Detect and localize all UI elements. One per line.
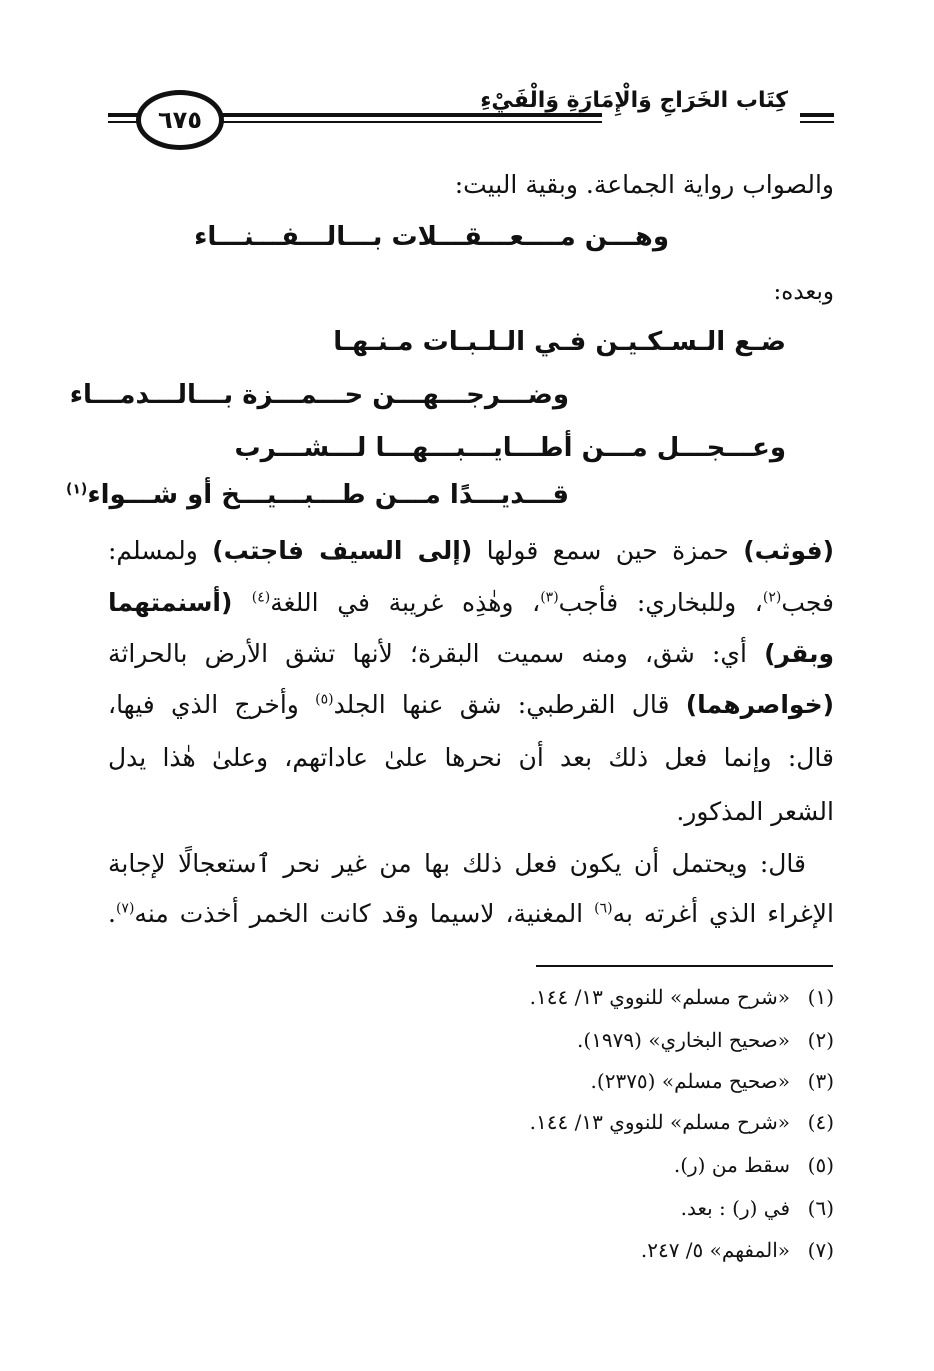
footnote-ref-4: (٤)	[251, 589, 271, 606]
verse-line-1: وهـــن مــــعـــقـــلات بـــالـــفـــنـــاء	[194, 222, 669, 252]
paragraph-line-3: وبقر) أي: شق، ومنه سميت البقرة؛ لأنها تشق الأرض بالحراثة	[108, 639, 834, 668]
verse-line-5: قـــديـــدًا مـــن طـــبـــيـــخ أو شـــواء$^{(١)}$	[65, 480, 569, 510]
verse-line-2: ضـع الـسـكـيـن فـي الـلـبـات مـنـهـا	[333, 327, 786, 357]
paragraph-line-5: قال: وإنما فعل ذلك بعد أن نحرها علىٰ عاداتهم، وعلىٰ هٰذا يدل	[108, 743, 834, 772]
paragraph-line-7: قال: ويحتمل أن يكون فعل ذلك بها من غير نحر ٱستعجالًا لإجابة	[108, 849, 806, 878]
paragraph-line-4: (خواصرهما) قال القرطبي: شق عنها الجلد$^{(٥)}$ وأخرج الذي فيها،	[108, 690, 835, 719]
footnote-ref-2: (٢)	[762, 589, 782, 606]
header-rule-right	[800, 113, 834, 117]
paragraph-line-1: (فوثب) حمزة حين سمع قولها (إلى السيف فاجتب) ولمسلم:	[108, 536, 834, 565]
paragraph-line-6: الشعر المذكور.	[676, 797, 834, 826]
paragraph-line-8: الإغراء الذي أغرته به$^{(٦)}$ المغنية، لاسيما وقد كانت الخمر أخذت منه$^{(٧)}$.	[108, 899, 834, 928]
page-number-badge	[136, 90, 224, 150]
footnote-2: (٢)«صحيح البخاري» (١٩٧٩).	[577, 1028, 834, 1052]
footnote-separator	[536, 965, 833, 967]
page-number: ٦٧٥	[158, 106, 202, 134]
footnote-ref-1: (١)	[65, 481, 88, 498]
footnote-ref-7: (٧)	[115, 900, 135, 917]
footnote-5: (٥)سقط من (ر).	[673, 1153, 834, 1177]
footnote-1: (١)«شرح مسلم» للنووي ١٣/ ١٤٤.	[529, 985, 834, 1009]
footnote-ref-3: (٣)	[540, 589, 559, 606]
footnote-6: (٦)في (ر) : بعد.	[680, 1196, 834, 1220]
verse-line-3: وضـــرجـــهـــن حـــمـــزة بـــالـــدمـــاء	[69, 380, 569, 410]
footnote-7: (٧)«المفهم» ٥/ ٢٤٧.	[640, 1238, 834, 1262]
verse-line-4: وعـــجـــل مـــن أطـــايـــبـــهـــا لـــشـــرب	[234, 433, 786, 463]
header-rule-middle	[212, 113, 602, 117]
text-line-2: وبعده:	[773, 279, 834, 305]
running-title: كِتَاب الخَرَاجِ وَالْإِمَارَةِ وَالْفَيْءِ	[474, 88, 794, 113]
header-rule-middle-thin	[212, 121, 602, 123]
footnote-4: (٤)«شرح مسلم» للنووي ١٣/ ١٤٤.	[529, 1110, 834, 1134]
footnote-ref-6: (٦)	[594, 900, 613, 917]
footnote-ref-5: (٥)	[315, 691, 334, 708]
text-line-1: والصواب رواية الجماعة. وبقية البيت:	[454, 170, 834, 199]
footnote-3: (٣)«صحيح مسلم» (٢٣٧٥).	[590, 1069, 834, 1093]
header-rule-right-thin	[800, 121, 834, 123]
paragraph-line-2: فجب$^{(٢)}$، وللبخاري: فأجب$^{(٣)}$، وهٰذِه غريبة في اللغة$^{(٤)}$ (أسنمتهما	[108, 588, 834, 617]
